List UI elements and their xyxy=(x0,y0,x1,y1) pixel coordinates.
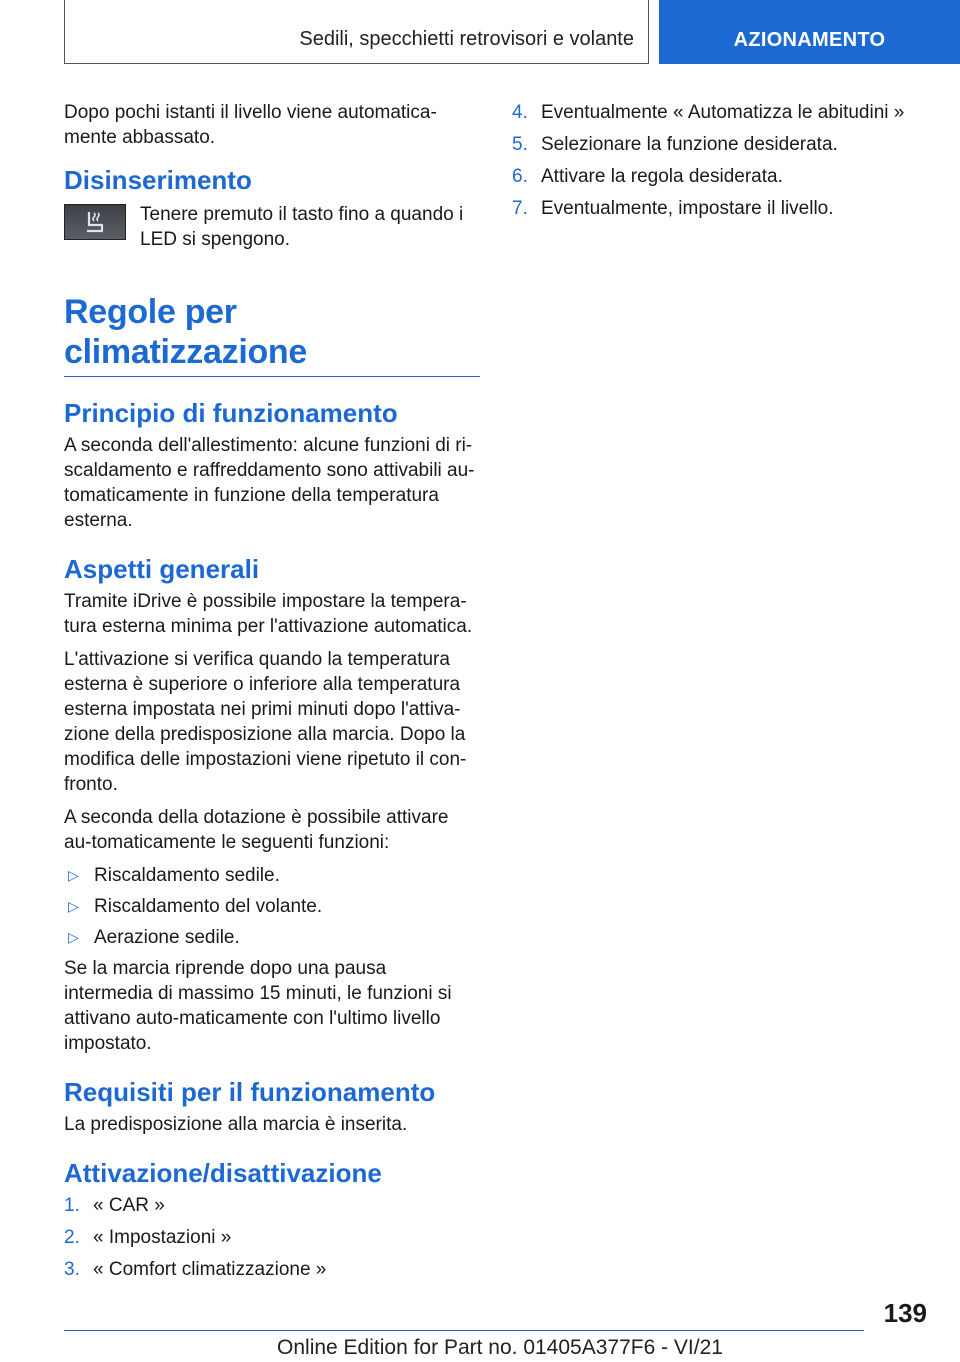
aspetti-p4: Se la marcia riprende dopo una pausa intermedia di massimo 15 minuti, le funzioni si attivano auto-maticamente con l'ultimo livello impostato. xyxy=(64,958,452,1054)
step-text: Eventualmente, impostare il livello. xyxy=(541,198,834,219)
step-text: « Impostazioni » xyxy=(93,1227,232,1248)
list-item xyxy=(64,894,480,919)
step-number: 6. xyxy=(512,166,528,187)
step-number: 2. xyxy=(64,1227,80,1248)
list-item xyxy=(64,863,480,888)
aspetti-p2: L'attivazione si verifica quando la temperatura esterna è superiore o inferiore alla temperatura esterna impostata nei primi minuti dopo l'attiva-zione della predisposizione alla marcia. Dopo la modifica delle impostazioni viene ripetuto il con-fronto. xyxy=(64,649,467,795)
section-title: Regole per climatizzazione xyxy=(64,292,480,377)
disinserimento-heading: Disinserimento xyxy=(64,165,252,195)
triangle-bullet-icon: ▷ xyxy=(68,867,79,883)
list-item xyxy=(512,100,912,125)
step-number: 1. xyxy=(64,1195,80,1216)
list-item xyxy=(64,1225,480,1250)
requisiti-text: La predisposizione alla marcia è inserita. xyxy=(64,1114,408,1135)
section-tab-label: AZIONAMENTO xyxy=(733,29,886,51)
step-text: Eventualmente « Automatizza le abitudini » xyxy=(541,102,905,123)
page-number: 139 xyxy=(883,1298,927,1328)
header-section-tab[interactable] xyxy=(659,0,960,64)
left-column xyxy=(64,100,480,1289)
bullet-text: Riscaldamento sedile. xyxy=(94,865,280,886)
attivazione-steps xyxy=(64,1193,480,1282)
triangle-bullet-icon: ▷ xyxy=(68,929,79,945)
step-number: 4. xyxy=(512,102,528,123)
list-item xyxy=(512,132,912,157)
list-item xyxy=(64,925,480,950)
step-number: 3. xyxy=(64,1259,80,1280)
bullet-text: Riscaldamento del volante. xyxy=(94,896,323,917)
step-text: Attivare la regola desiderata. xyxy=(541,166,783,187)
step-number: 7. xyxy=(512,198,528,219)
requisiti-heading: Requisiti per il funzionamento xyxy=(64,1077,436,1107)
attivazione-heading: Attivazione/disattivazione xyxy=(64,1158,382,1188)
disinserimento-row xyxy=(64,202,480,252)
seat-heating-icon xyxy=(64,204,126,240)
step-number: 5. xyxy=(512,134,528,155)
step-text: Selezionare la funzione desiderata. xyxy=(541,134,838,155)
footer-edition: Online Edition for Part no. 01405A377F6 - VI/21 xyxy=(277,1336,723,1359)
list-item xyxy=(64,1193,480,1218)
principio-heading: Principio di funzionamento xyxy=(64,398,398,428)
aspetti-heading: Aspetti generali xyxy=(64,554,260,584)
list-item xyxy=(512,164,912,189)
disinserimento-text: Tenere premuto il tasto fino a quando i LED si spengono. xyxy=(140,204,464,250)
principio-text: A seconda dell'allestimento: alcune funzioni di ri-scaldamento e raffreddamento sono attivabili au-tomaticamente in funzione della temperatura esterna. xyxy=(64,435,475,531)
footer-divider xyxy=(64,1330,864,1331)
list-item xyxy=(512,196,912,221)
chapter-title: Sedili, specchietti retrovisori e volante xyxy=(299,28,634,50)
aspetti-p3: A seconda della dotazione è possibile attivare au-tomaticamente le seguenti funzioni: xyxy=(64,807,449,853)
triangle-bullet-icon: ▷ xyxy=(68,898,79,914)
aspetti-p1: Tramite iDrive è possibile impostare la tempera-tura esterna minima per l'attivazione automatica. xyxy=(64,591,473,637)
continued-steps xyxy=(512,100,912,221)
bullet-text: Aerazione sedile. xyxy=(94,927,240,948)
intro-paragraph: Dopo pochi istanti il livello viene automatica-mente abbassato. xyxy=(64,102,437,148)
header-chapter-box xyxy=(64,0,649,64)
list-item xyxy=(64,1257,480,1282)
step-text: « CAR » xyxy=(93,1195,165,1216)
right-column xyxy=(512,100,912,228)
step-text: « Comfort climatizzazione » xyxy=(93,1259,327,1280)
